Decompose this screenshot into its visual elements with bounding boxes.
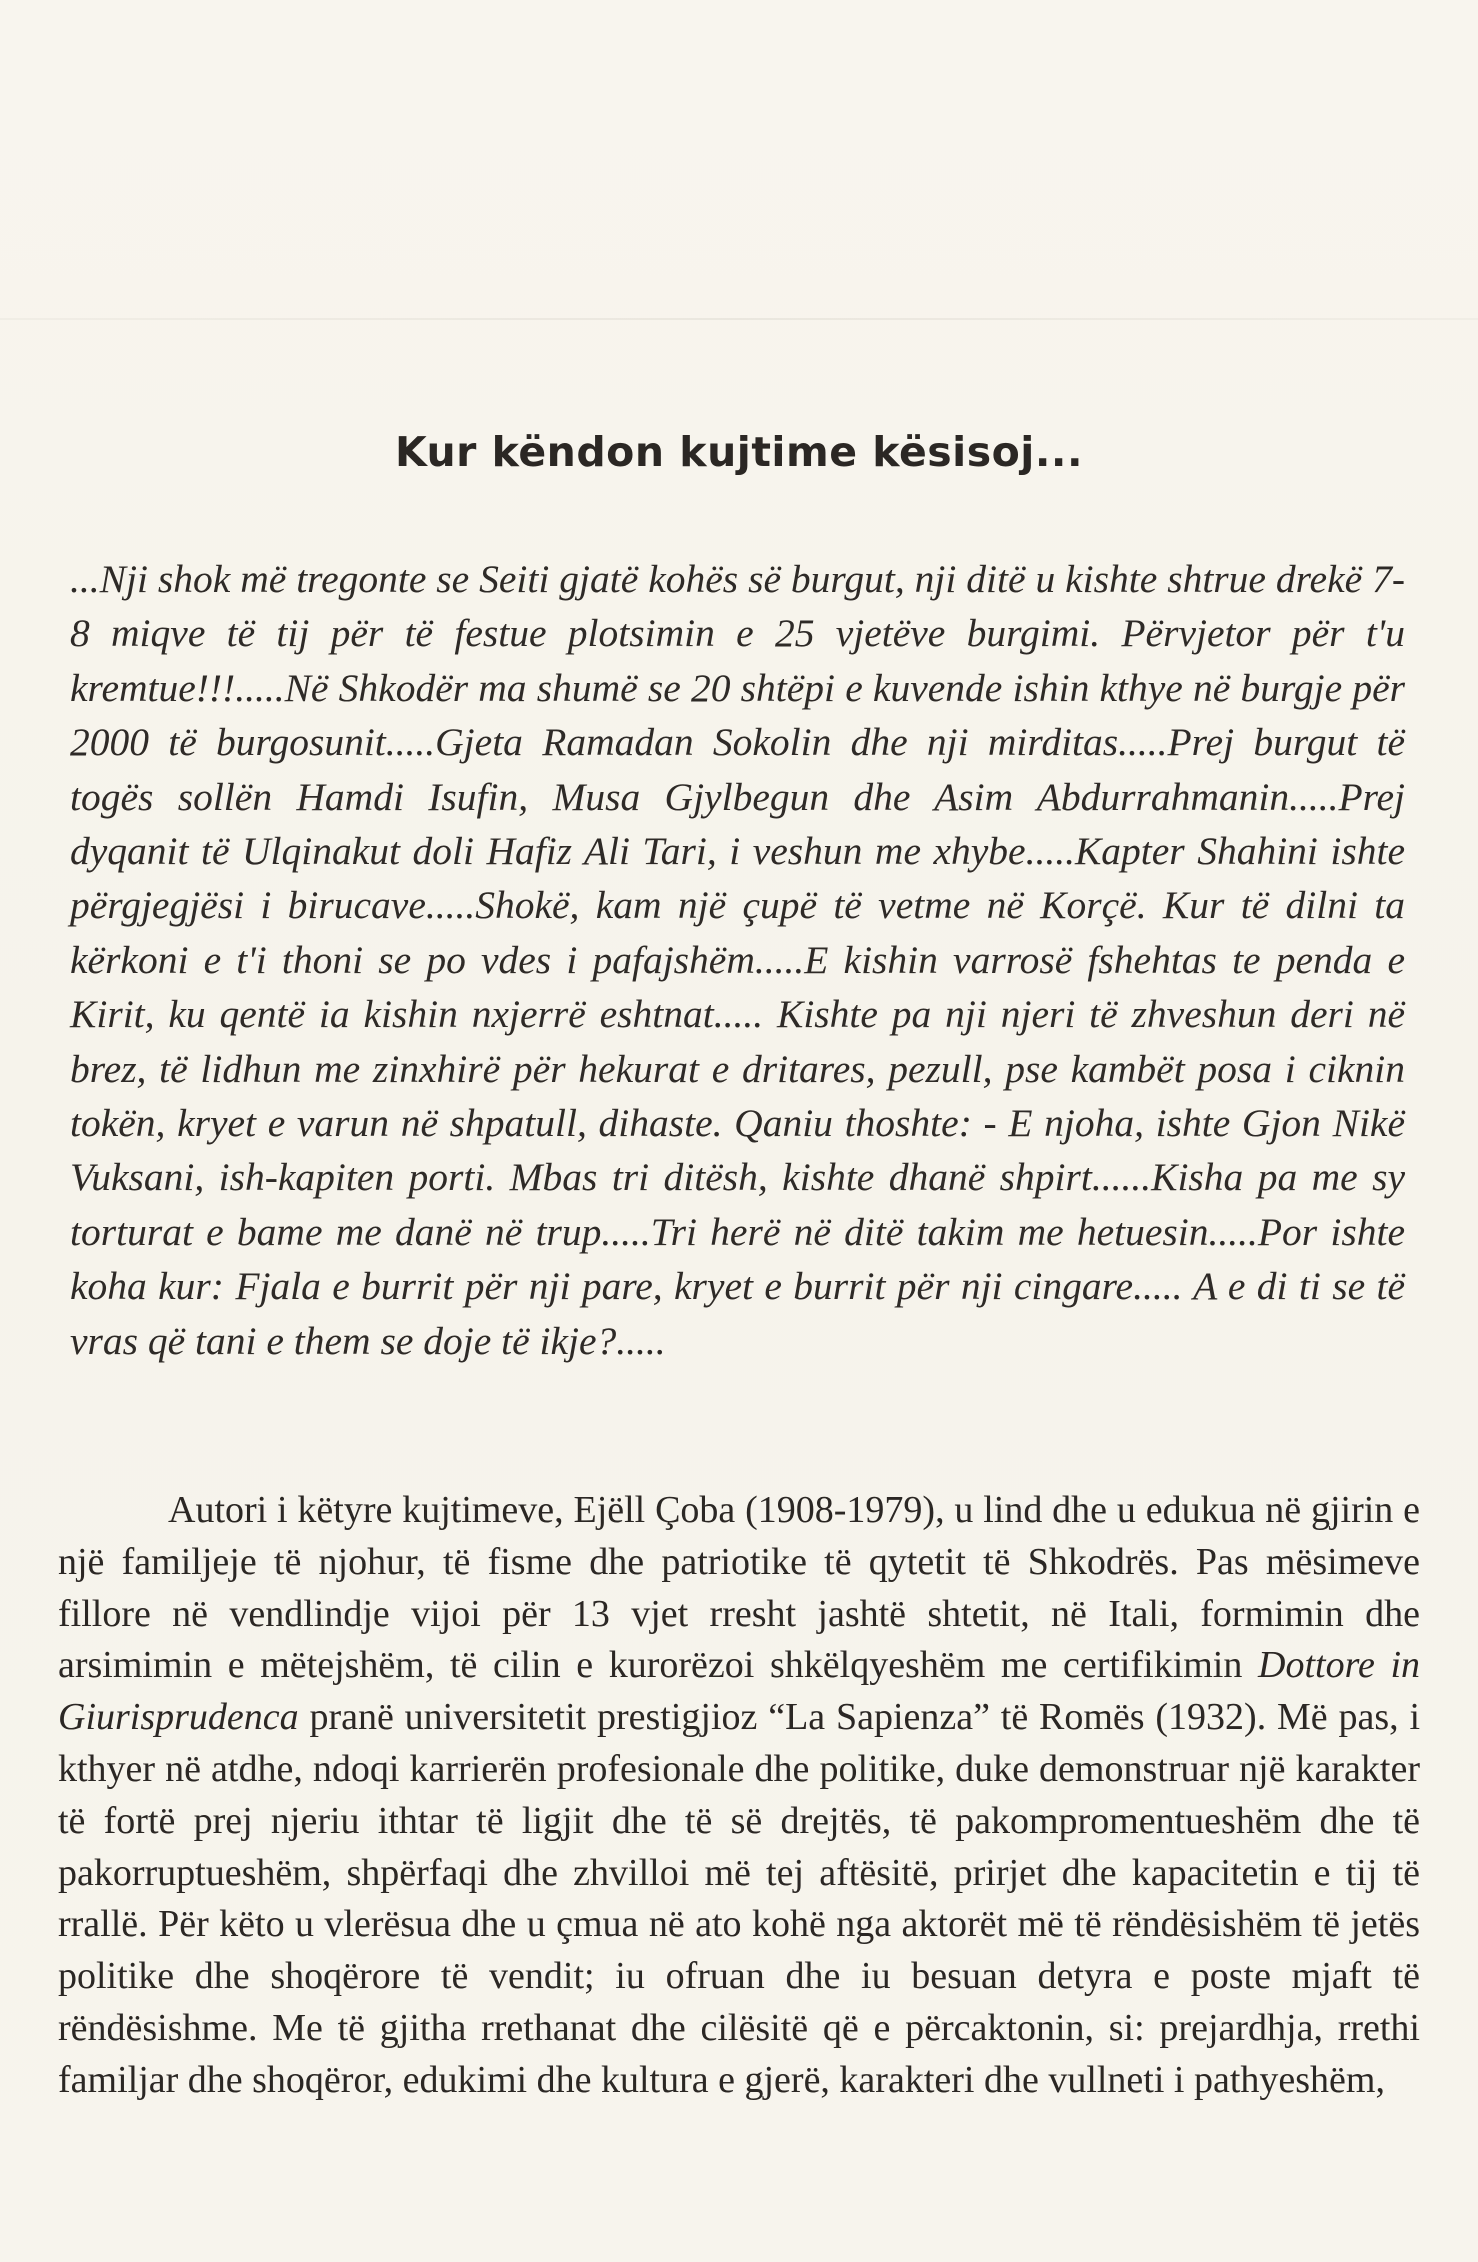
page-fold-line (0, 318, 1478, 320)
italic-quote-excerpt: ...Nji shok më tregonte se Seiti gjatë kohës së burgut, nji ditë u kishte shtrue drekë 7-8 miqve të tij për të festue plotsimin e 25 vjetëve burgimi. Përvjetor për t'u kremtue!!!.....Në Shkodër ma shumë se 20 shtëpi e kuvende ishin kthye në burgje për 2000 të burgosunit.....Gjeta Ramadan Sokolin dhe nji mirditas.....Prej burgut të togës sollën Hamdi Isufin, Musa Gjylbegun dhe Asim Abdurrahmanin.....Prej dyqanit të Ulqinakut doli Hafiz Ali Tari, i veshun me xhybe.....Kapter Shahini ishte përgjegjësi i birucave.....Shokë, kam një çupë të vetme në Korçë. Kur të dilni ta kërkoni e t'i thoni se po vdes i pafajshëm.....E kishin varrosë fshehtas te penda e Kirit, ku qentë ia kishin nxjerrë eshtnat..... Kishte pa nji njeri të zhveshun deri në brez, të lidhun me zinxhirë për hekurat e dritares, pezull, pse kambët posa i ciknin tokën, kryet e varun në shpatull, dihaste. Qaniu thoshte: - E njoha, ishte Gjon Nikë Vuksani, ish-kapiten porti. Mbas tri ditësh, kishte dhanë shpirt......Kisha pa me sy torturat e bame me danë në trup.....Tri herë në ditë takim me hetuesin.....Por ishte koha kur: Fjala e burrit për nji pare, kryet e burrit për nji cingare..... A e di ti se të vras që tani e them se doje të ikje?..... (70, 557, 1405, 1363)
body-text-part-2: pranë universitetit prestigjioz “La Sapienza” të Romës (1932). Më pas, i kthyer në atdhe, ndoqi karrierën profesionale dhe politike, duke demonstruar një karakter të fortë prej njeriu ithtar të ligjit dhe të së drejtës, të pakompromentueshëm dhe të pakorruptueshëm, shpërfaqi dhe zhvilloi më tej aftësitë, prirjet dhe kapacitetin e tij të rrallë. Për këto u vlerësua dhe u çmua në ato kohë nga aktorët më të rëndësishëm të jetës politike dhe shoqërore të vendit; iu ofruan dhe iu besuan detyra e poste mjaft të rëndësishme. Me të gjitha rrethanat dhe cilësitë që e përcaktonin, si: prejardhja, rrethi familjar dhe shoqëror, edukimi dhe kultura e gjerë, karakteri dhe vullneti i pathyeshëm, (58, 1696, 1420, 2101)
body-paragraph (58, 1485, 1420, 2107)
body-text-part-1: Autori i këtyre kujtimeve, Ejëll Çoba (1908-1979), u lind dhe u edukua në gjirin e një familjeje të njohur, të fisme dhe patriotike të qytetit të Shkodrës. Pas mësimeve fillore në vendlindje vijoi për 13 vjet rresht jashtë shtetit, në Itali, formimin dhe arsimimin e mëtejshëm, të cilin e kurorëzoi shkëlqyeshëm me certifikimin (58, 1489, 1420, 1687)
degree-title-italic: Dottore in Giurisprudenca (58, 1644, 1421, 1739)
section-title: Kur këndon kujtime kësisoj... (394, 428, 1084, 476)
